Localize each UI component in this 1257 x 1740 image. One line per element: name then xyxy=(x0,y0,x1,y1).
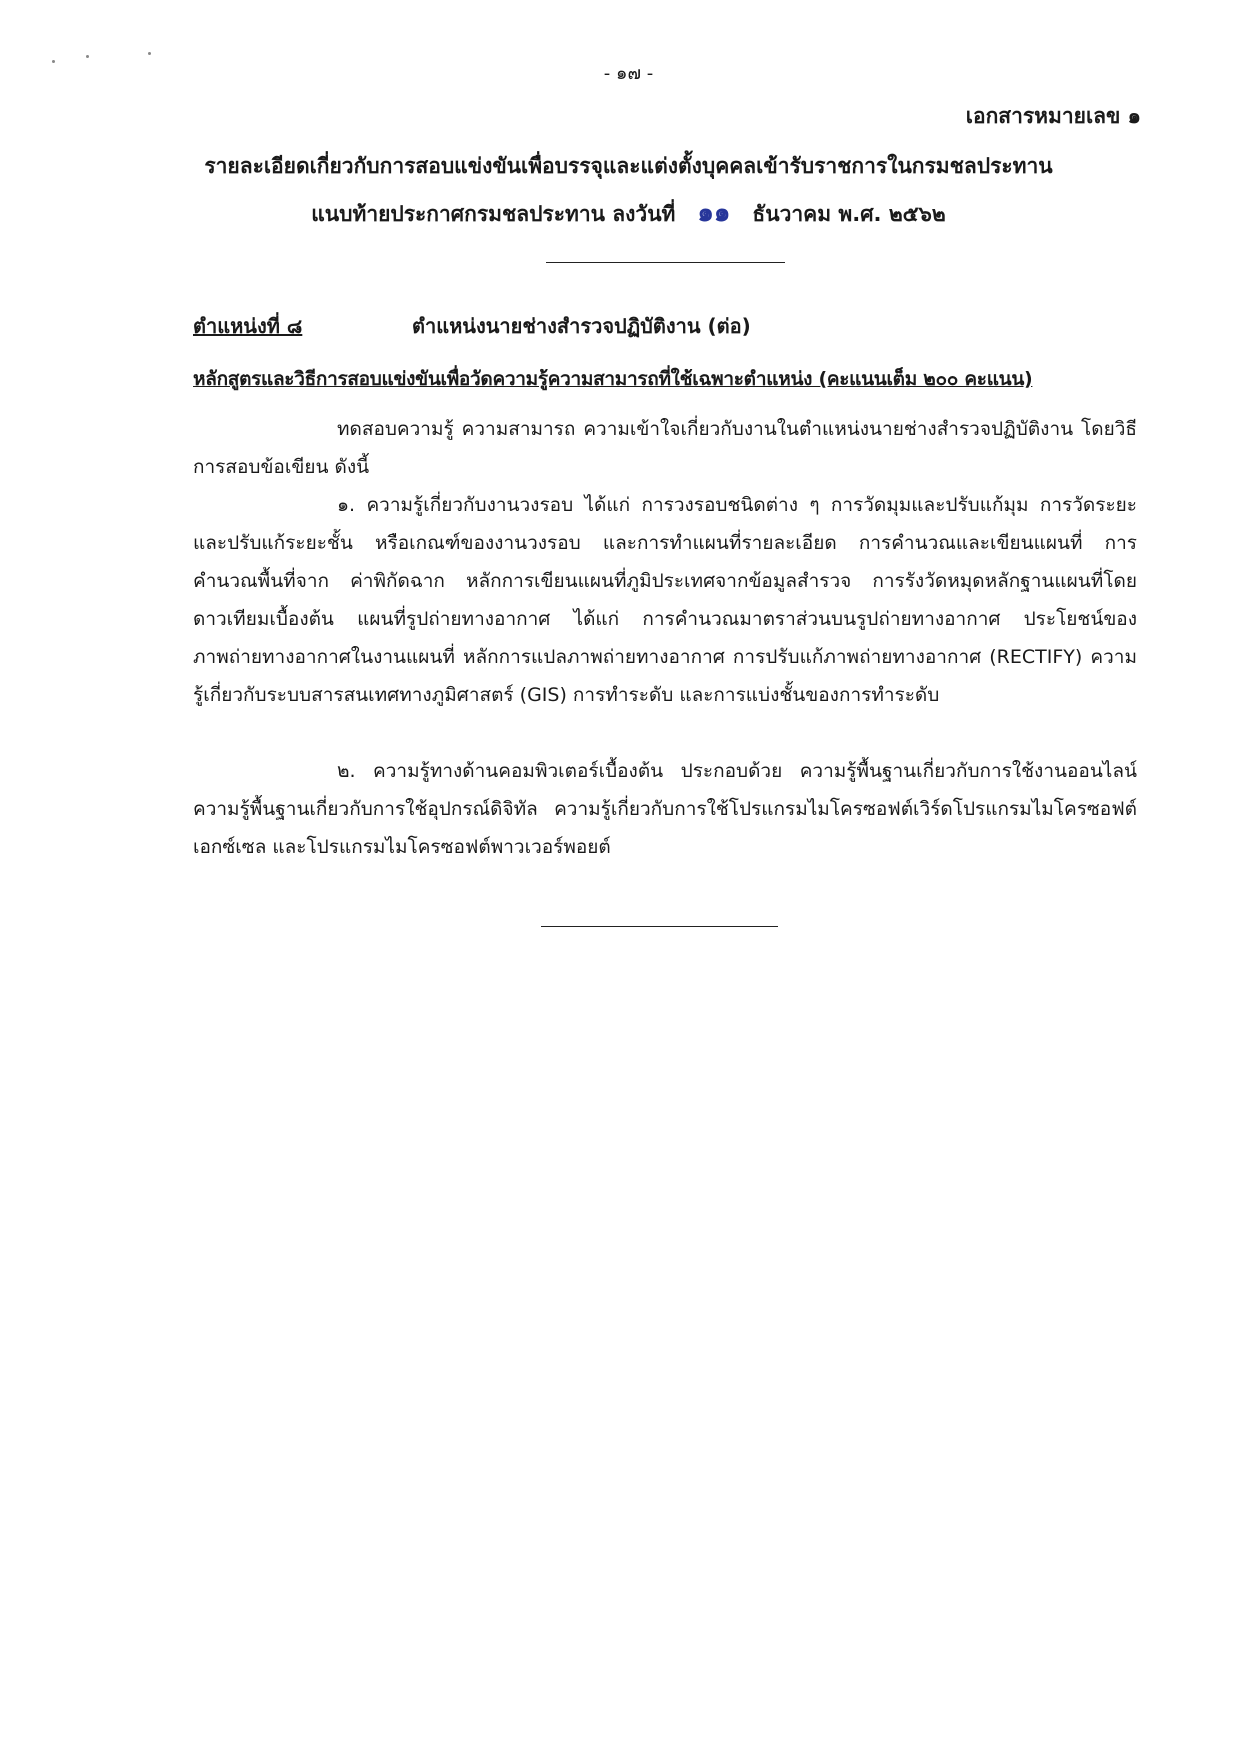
document-number: เอกสารหมายเลข ๑ xyxy=(965,104,1141,128)
position-label: ตำแหน่งที่ ๘ xyxy=(193,314,303,338)
title-date-suffix: ธันวาคม พ.ศ. ๒๕๖๒ xyxy=(752,202,946,226)
document-title-line-1: รายละเอียดเกี่ยวกับการสอบแข่งขันเพื่อบรรจุและแต่งตั้งบุคคลเข้ารับราชการในกรมชลประทาน xyxy=(204,154,1053,178)
position-name: ตำแหน่งนายช่างสำรวจปฏิบัติงาน (ต่อ) xyxy=(412,314,751,338)
item-2-text: ๒. ความรู้ทางด้านคอมพิวเตอร์เบื้องต้น ประกอบด้วย ความรู้พื้นฐานเกี่ยวกับการใช้งานออนไลน์ ความรู้พื้นฐานเกี่ยวกับการใช้อุปกรณ์ดิจิทัล ความรู้เกี่ยวกับการใช้โปรแกรมไมโครซอฟต์เวิร์ดโปรแกรมไมโครซอฟต์เอกซ์เซล และโปรแกรมไมโครซอฟต์พาวเวอร์พอยต์ xyxy=(193,760,1137,858)
item-1-paragraph xyxy=(193,486,1137,714)
item-1-text: ๑. ความรู้เกี่ยวกับงานวงรอบ ได้แก่ การวงรอบชนิดต่าง ๆ การวัดมุมและปรับแก้มุม การวัดระยะและปรับแก้ระยะชั้น หรือเกณฑ์ของงานวงรอบ และการทำแผนที่รายละเอียด การคำนวณและเขียนแผนที่ การคำนวณพื้นที่จาก ค่าพิกัดฉาก หลักการเขียนแผนที่ภูมิประเทศจากข้อมูลสำรวจ การรังวัดหมุดหลักฐานแผนที่โดยดาวเทียมเบื้องต้น แผนที่รูปถ่ายทางอากาศ ได้แก่ การคำนวณมาตราส่วนบนรูปถ่ายทางอากาศ ประโยชน์ของภาพถ่ายทางอากาศในงานแผนที่ หลักการแปลภาพถ่ายทางอากาศ การปรับแก้ภาพถ่ายทางอากาศ (RECTIFY) ความรู้เกี่ยวกับระบบสารสนเทศทางภูมิศาสตร์ (GIS) การทำระดับ และการแบ่งชั้นของการทำระดับ xyxy=(193,494,1137,706)
document-title-line-2 xyxy=(0,192,1257,233)
title-date-prefix: แนบท้ายประกาศกรมชลประทาน ลงวันที่ xyxy=(311,202,676,226)
divider-top xyxy=(546,262,785,263)
intro-paragraph xyxy=(193,410,1137,486)
course-heading: หลักสูตรและวิธีการสอบแข่งขันเพื่อวัดความรู้ความสามารถที่ใช้เฉพาะตำแหน่ง (คะแนนเต็ม ๒๐๐ คะแนน) xyxy=(193,368,1033,390)
item-2-paragraph xyxy=(193,752,1137,866)
page-number: - ๑๗ - xyxy=(603,63,654,84)
divider-bottom xyxy=(541,926,778,927)
handwritten-day: ๑๑ xyxy=(697,198,731,228)
scan-speck xyxy=(148,52,151,55)
intro-text: ทดสอบความรู้ ความสามารถ ความเข้าใจเกี่ยวกับงานในตำแหน่งนายช่างสำรวจปฏิบัติงาน โดยวิธีการสอบข้อเขียน ดังนี้ xyxy=(193,418,1137,478)
